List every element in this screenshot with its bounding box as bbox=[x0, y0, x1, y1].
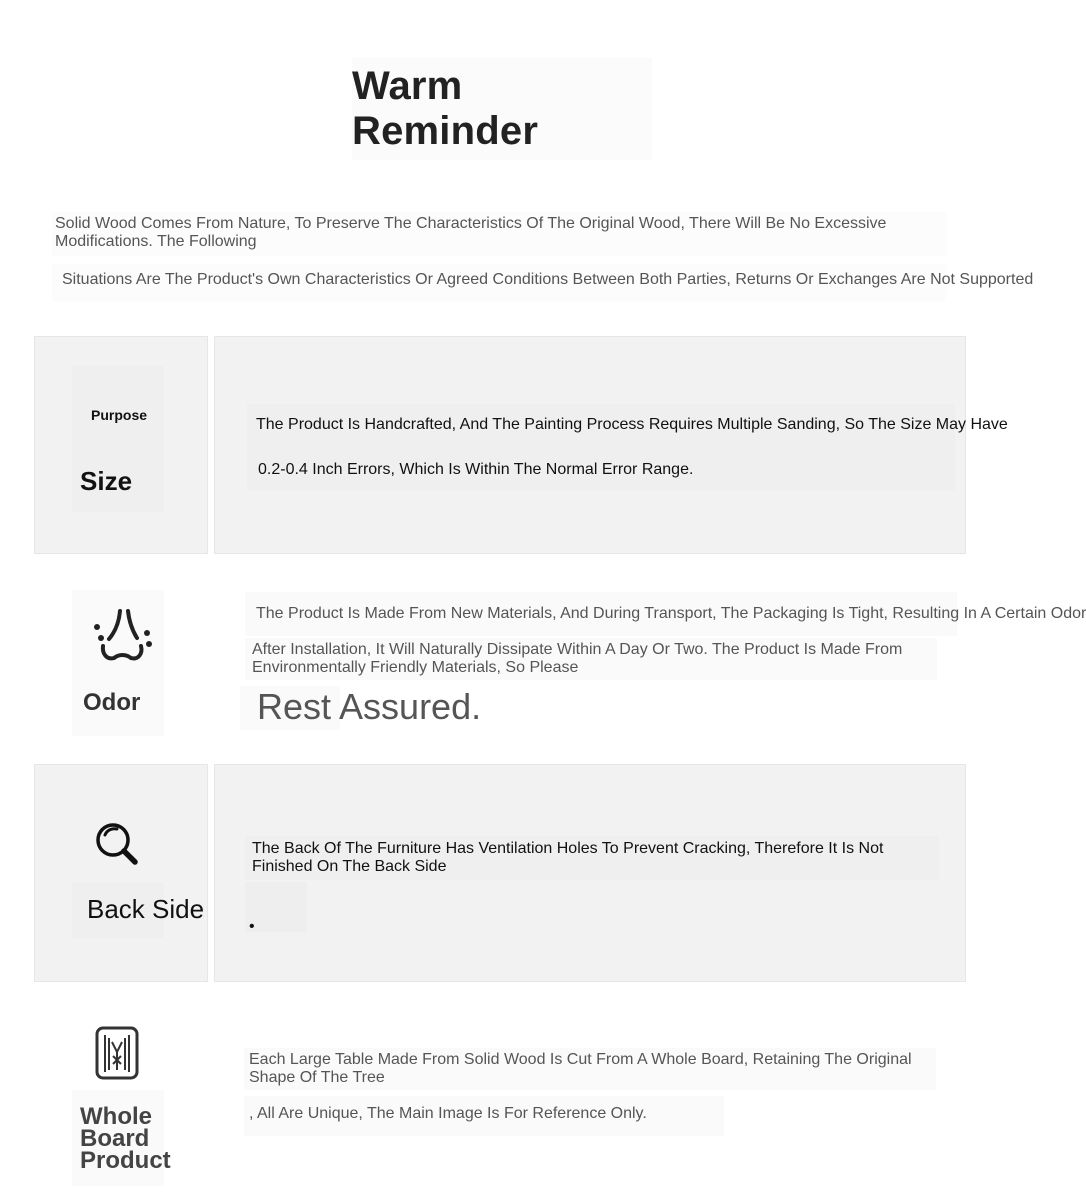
odor-label: Odor bbox=[83, 689, 141, 716]
intro-text-2: Situations Are The Product's Own Characteristics Or Agreed Conditions Between Both Parties, Returns Or Exchanges Are Not Supported bbox=[62, 271, 1034, 288]
intro-block-2 bbox=[52, 264, 1034, 302]
odor-text-line-2: After Installation, It Will Naturally Dissipate Within A Day Or Two. The Product Is Made From Environmentally Friendly Materials, So Please bbox=[252, 641, 903, 676]
odor-text-line-3: Rest Assured. bbox=[257, 686, 482, 727]
whole-board-text-line-1: Each Large Table Made From Solid Wood Is Cut From A Whole Board, Retaining The Original Shape Of The Tree bbox=[249, 1051, 912, 1086]
back-label-panel bbox=[34, 764, 208, 982]
magnifier-icon bbox=[94, 822, 140, 866]
wood-board-icon bbox=[95, 1026, 139, 1080]
size-text-line-1: The Product Is Handcrafted, And The Painting Process Requires Multiple Sanding, So The Size May Have bbox=[256, 416, 1008, 433]
back-text-line-1: The Back Of The Furniture Has Ventilation Holes To Prevent Cracking, Therefore It Is Not Finished On The Back Side bbox=[252, 840, 884, 875]
back-bullet: • bbox=[249, 918, 255, 935]
whole-board-text-line-2: , All Are Unique, The Main Image Is For Reference Only. bbox=[249, 1105, 647, 1122]
nose-icon bbox=[92, 608, 154, 664]
intro-block-1 bbox=[52, 212, 946, 256]
page-title: Warm Reminder bbox=[352, 64, 539, 153]
size-text-line-2: 0.2-0.4 Inch Errors, Which Is Within The Normal Error Range. bbox=[258, 461, 694, 478]
title-box bbox=[352, 58, 652, 160]
intro-text-1: Solid Wood Comes From Nature, To Preserve The Characteristics Of The Original Wood, There Will Be No Excessive Modifications. The Following bbox=[55, 215, 887, 250]
size-small-label: Purpose bbox=[91, 407, 148, 423]
size-label: Size bbox=[80, 466, 133, 496]
back-side-label: Back Side bbox=[87, 894, 205, 924]
whole-board-label: Whole Board Product bbox=[80, 1103, 171, 1174]
odor-text-line-1: The Product Is Made From New Materials, And During Transport, The Packaging Is Tight, Resulting In A Certain Odor bbox=[256, 605, 1086, 622]
